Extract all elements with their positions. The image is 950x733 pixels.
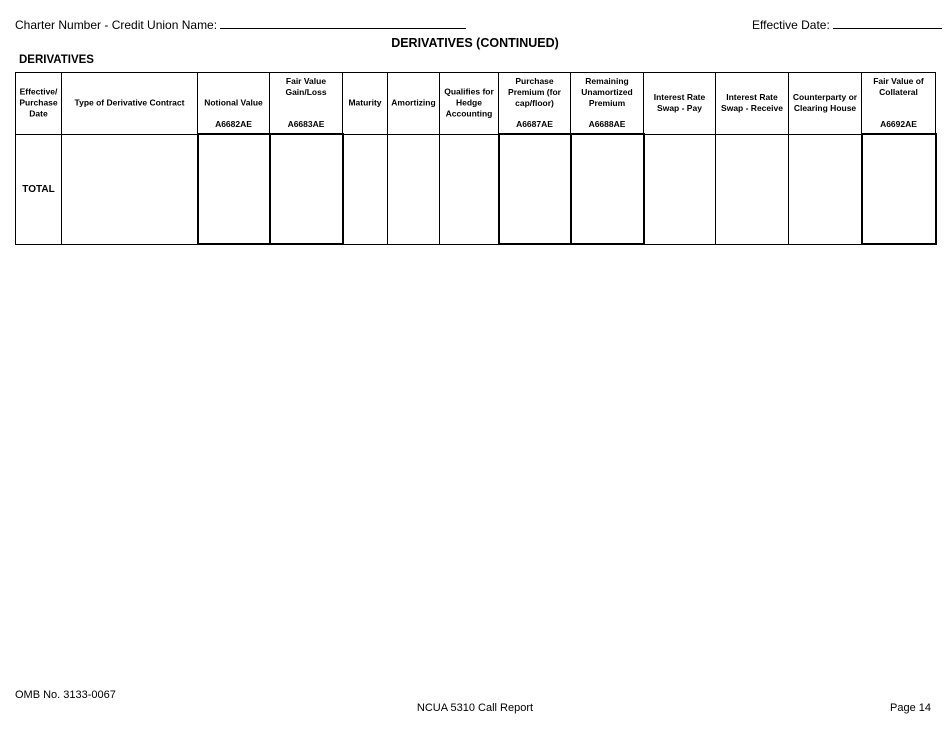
col-header-label: Maturity — [348, 97, 382, 108]
col-header-label: Remaining Unamortized Premium — [581, 76, 633, 108]
col-header-collateral-fair-value — [862, 73, 936, 135]
col-header-hedge-accounting — [440, 73, 499, 135]
charter-name-label: Charter Number - Credit Union Name: — [15, 18, 218, 32]
effective-date-blank[interactable] — [833, 17, 942, 29]
total-cell-purchase-premium[interactable] — [499, 134, 571, 244]
total-cell-unamortized-premium[interactable] — [571, 134, 644, 244]
col-header-label: Fair Value of Collateral — [873, 76, 924, 97]
omb-number: OMB No. 3133-0067 — [15, 689, 116, 701]
total-cell-swap-pay[interactable] — [644, 134, 716, 244]
col-header-label: Purchase Premium (for cap/floor) — [508, 76, 561, 108]
col-header-code: A6688AE — [588, 119, 626, 129]
col-header-swap-receive — [716, 73, 789, 135]
charter-name-blank[interactable] — [220, 17, 466, 29]
col-header-label: Fair Value Gain/Loss — [285, 76, 327, 97]
header-row — [16, 73, 936, 135]
total-cell-amortizing[interactable] — [388, 134, 440, 244]
col-header-label: Notional Value — [204, 97, 263, 108]
page-number: Page 14 — [890, 702, 931, 714]
charter-name-field — [15, 17, 466, 32]
col-header-code: A6687AE — [516, 119, 553, 129]
col-header-counterparty — [789, 73, 862, 135]
col-header-effective-date — [16, 73, 62, 135]
effective-date-field — [752, 17, 942, 32]
total-cell-maturity[interactable] — [343, 134, 388, 244]
col-header-label: Effective/ Purchase Date — [19, 86, 58, 119]
col-header-label: Amortizing — [391, 97, 436, 108]
total-cell-fair-value-gain-loss[interactable] — [270, 134, 343, 244]
total-row — [16, 134, 936, 244]
section-title: DERIVATIVES — [19, 54, 94, 66]
col-header-notional-value — [198, 73, 270, 135]
total-cell-hedge-accounting[interactable] — [440, 134, 499, 244]
total-cell-contract-type[interactable] — [62, 134, 198, 244]
total-cell-swap-receive[interactable] — [716, 134, 789, 244]
effective-date-label: Effective Date: — [752, 18, 830, 32]
col-header-purchase-premium — [499, 73, 571, 135]
col-header-amortizing — [388, 73, 440, 135]
col-header-swap-pay — [644, 73, 716, 135]
col-header-code: A6682AE — [215, 119, 252, 129]
col-header-label: Counterparty or Clearing House — [792, 92, 858, 114]
col-header-label: Type of Derivative Contract — [74, 97, 185, 108]
report-name: NCUA 5310 Call Report — [416, 702, 534, 714]
total-cell-notional-value[interactable] — [198, 134, 270, 244]
col-header-fair-value-gain-loss — [270, 73, 343, 135]
col-header-contract-type — [62, 73, 198, 135]
total-cell-collateral-fair-value[interactable] — [862, 134, 936, 244]
derivatives-table — [15, 72, 937, 245]
total-cell-counterparty[interactable] — [789, 134, 862, 244]
col-header-label: Interest Rate Swap - Receive — [721, 92, 783, 114]
col-header-code: A6692AE — [880, 119, 917, 129]
total-label: TOTAL — [16, 134, 62, 244]
col-header-unamortized-premium — [571, 73, 644, 135]
col-header-maturity — [343, 73, 388, 135]
col-header-code: A6683AE — [287, 119, 325, 129]
page-title: DERIVATIVES (CONTINUED) — [391, 36, 559, 50]
col-header-label: Interest Rate Swap - Pay — [653, 92, 706, 114]
col-header-label: Qualifies for Hedge Accounting — [444, 86, 494, 119]
